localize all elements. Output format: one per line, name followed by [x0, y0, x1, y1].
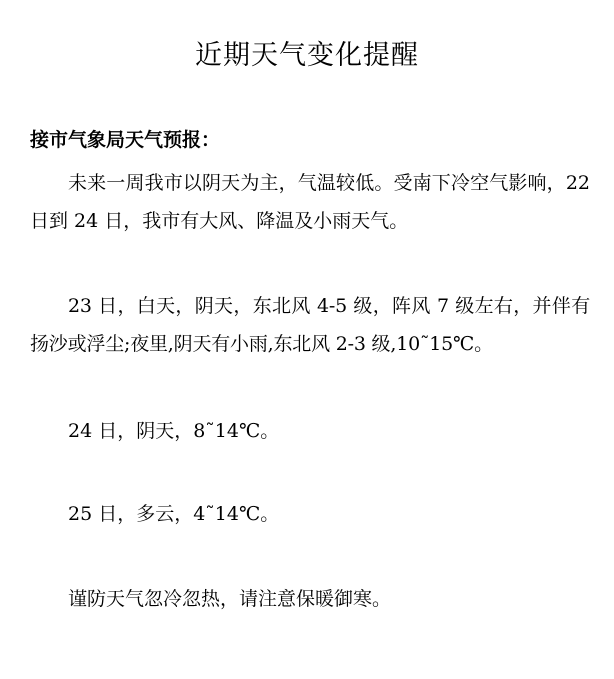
forecast-paragraph-3: 24 日，阴天，8˜14℃。	[68, 420, 280, 442]
safety-reminder-paragraph: 谨防天气忽冷忽热，请注意保暖御寒。	[68, 588, 392, 610]
forecast-paragraph-1: 未来一周我市以阴天为主，气温较低。受南下冷空气影响，22 日到 24 日，我市有大风、降温及小雨天气。	[30, 172, 590, 232]
forecast-paragraph-2: 23 日，白天，阴天，东北风 4-5 级，阵风 7 级左右，并伴有扬沙或浮尘;夜里,阴天有小雨,东北风 2-3 级,10˜15℃。	[30, 295, 590, 355]
forecast-source-label: 接市气象局天气预报：	[30, 129, 221, 151]
forecast-paragraph-4: 25 日，多云，4˜14℃。	[68, 503, 280, 525]
document-title: 近期天气变化提醒	[195, 40, 419, 71]
